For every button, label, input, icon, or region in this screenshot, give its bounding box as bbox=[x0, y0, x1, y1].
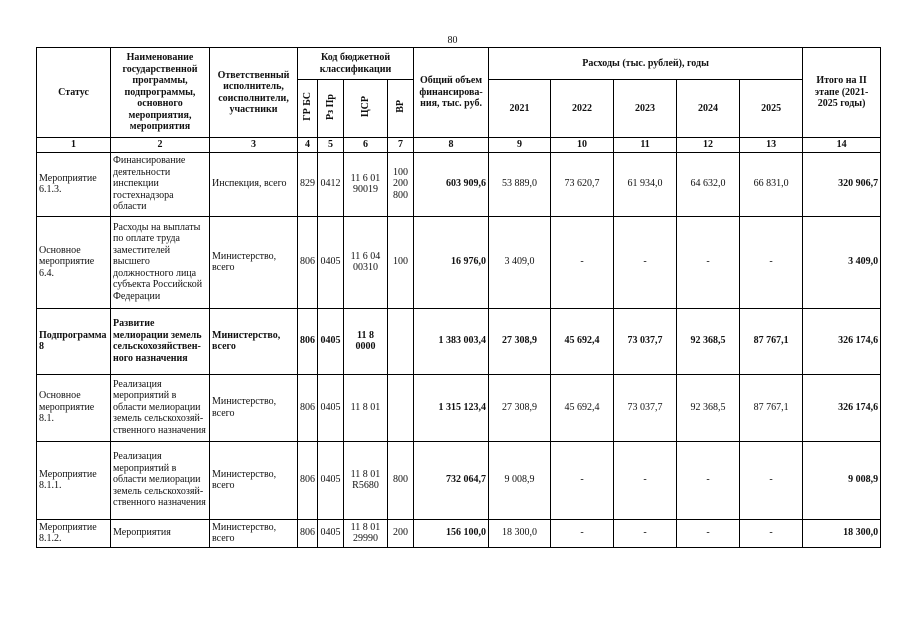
cell-csr: 11 8 0000 bbox=[344, 308, 388, 374]
cell-2023: - bbox=[614, 441, 677, 519]
budget-table bbox=[36, 47, 881, 548]
column-number: 11 bbox=[614, 138, 677, 153]
column-number-row bbox=[37, 138, 881, 153]
header-rzpr: Рз Пр bbox=[318, 80, 344, 138]
cell-2025: 87 767,1 bbox=[740, 308, 803, 374]
cell-name: Расходы на выплаты по оплате труда заместителей высшего должностного лица субъекта Российской Федерации bbox=[111, 216, 210, 308]
header-2021: 2021 bbox=[489, 80, 551, 138]
cell-total: 1 315 123,4 bbox=[414, 374, 489, 441]
header-2025: 2025 bbox=[740, 80, 803, 138]
cell-status: Подпрограмма 8 bbox=[37, 308, 111, 374]
column-number: 14 bbox=[803, 138, 881, 153]
cell-itog: 326 174,6 bbox=[803, 308, 881, 374]
cell-executor: Министерство, всего bbox=[210, 216, 298, 308]
header-2024: 2024 bbox=[677, 80, 740, 138]
cell-2025: 87 767,1 bbox=[740, 374, 803, 441]
cell-2021: 3 409,0 bbox=[489, 216, 551, 308]
cell-grbs: 806 bbox=[298, 519, 318, 547]
cell-2025: 66 831,0 bbox=[740, 152, 803, 216]
cell-name: Финансирование деятельности инспекции гостехнадзора области bbox=[111, 152, 210, 216]
cell-name: Развитие мелиорации земель сельскохозяйствен-ного назначения bbox=[111, 308, 210, 374]
table-row bbox=[37, 216, 881, 308]
table-row bbox=[37, 374, 881, 441]
cell-2023: 73 037,7 bbox=[614, 374, 677, 441]
cell-2024: 92 368,5 bbox=[677, 374, 740, 441]
header-name: Наименование государственной программы, подпрограммы, основного мероприятия, мероприятия bbox=[111, 48, 210, 138]
column-number: 13 bbox=[740, 138, 803, 153]
header-executor: Ответственный исполнитель, соисполнители, участники bbox=[210, 48, 298, 138]
header-grbs: ГР БС bbox=[298, 80, 318, 138]
header-2022: 2022 bbox=[551, 80, 614, 138]
cell-2022: 73 620,7 bbox=[551, 152, 614, 216]
cell-rzpr: 0405 bbox=[318, 374, 344, 441]
cell-grbs: 806 bbox=[298, 216, 318, 308]
cell-vr: 800 bbox=[388, 441, 414, 519]
table-row bbox=[37, 152, 881, 216]
cell-total: 1 383 003,4 bbox=[414, 308, 489, 374]
cell-2025: - bbox=[740, 216, 803, 308]
cell-2021: 9 008,9 bbox=[489, 441, 551, 519]
cell-2024: - bbox=[677, 216, 740, 308]
column-number: 8 bbox=[414, 138, 489, 153]
cell-2021: 53 889,0 bbox=[489, 152, 551, 216]
cell-csr: 11 6 04 00310 bbox=[344, 216, 388, 308]
cell-rzpr: 0405 bbox=[318, 308, 344, 374]
cell-2023: 61 934,0 bbox=[614, 152, 677, 216]
cell-2024: - bbox=[677, 441, 740, 519]
cell-2021: 27 308,9 bbox=[489, 308, 551, 374]
cell-2023: - bbox=[614, 216, 677, 308]
cell-2023: 73 037,7 bbox=[614, 308, 677, 374]
column-number: 1 bbox=[37, 138, 111, 153]
cell-2025: - bbox=[740, 519, 803, 547]
cell-grbs: 829 bbox=[298, 152, 318, 216]
cell-csr: 11 8 01 bbox=[344, 374, 388, 441]
cell-rzpr: 0405 bbox=[318, 441, 344, 519]
page-number: 80 bbox=[447, 35, 458, 46]
column-number: 10 bbox=[551, 138, 614, 153]
cell-total: 603 909,6 bbox=[414, 152, 489, 216]
cell-status: Мероприятие 8.1.2. bbox=[37, 519, 111, 547]
cell-status: Мероприятие 6.1.3. bbox=[37, 152, 111, 216]
column-number: 6 bbox=[344, 138, 388, 153]
column-number: 5 bbox=[318, 138, 344, 153]
cell-2021: 27 308,9 bbox=[489, 374, 551, 441]
cell-2022: 45 692,4 bbox=[551, 308, 614, 374]
cell-rzpr: 0405 bbox=[318, 216, 344, 308]
cell-itog: 3 409,0 bbox=[803, 216, 881, 308]
table-row bbox=[37, 441, 881, 519]
cell-name: Мероприятия bbox=[111, 519, 210, 547]
cell-2023: - bbox=[614, 519, 677, 547]
cell-2024: 64 632,0 bbox=[677, 152, 740, 216]
cell-executor: Инспекция, всего bbox=[210, 152, 298, 216]
cell-grbs: 806 bbox=[298, 441, 318, 519]
header-status: Статус bbox=[37, 48, 111, 138]
cell-csr: 11 8 01 29990 bbox=[344, 519, 388, 547]
cell-rzpr: 0405 bbox=[318, 519, 344, 547]
header-2023: 2023 bbox=[614, 80, 677, 138]
cell-2022: - bbox=[551, 216, 614, 308]
cell-executor: Министерство, всего bbox=[210, 441, 298, 519]
column-number: 12 bbox=[677, 138, 740, 153]
cell-2025: - bbox=[740, 441, 803, 519]
cell-vr bbox=[388, 374, 414, 441]
header-csr: ЦСР bbox=[344, 80, 388, 138]
cell-status: Мероприятие 8.1.1. bbox=[37, 441, 111, 519]
column-number: 3 bbox=[210, 138, 298, 153]
cell-name: Реализация мероприятий в области мелиорации земель сельскохозяй-ственного назначения bbox=[111, 441, 210, 519]
cell-itog: 320 906,7 bbox=[803, 152, 881, 216]
column-number: 4 bbox=[298, 138, 318, 153]
cell-vr: 100 200 800 bbox=[388, 152, 414, 216]
cell-grbs: 806 bbox=[298, 374, 318, 441]
header-expenses: Расходы (тыс. рублей), годы bbox=[489, 48, 803, 80]
cell-itog: 326 174,6 bbox=[803, 374, 881, 441]
cell-executor: Министерство, всего bbox=[210, 519, 298, 547]
cell-vr bbox=[388, 308, 414, 374]
cell-2024: - bbox=[677, 519, 740, 547]
cell-csr: 11 8 01 R5680 bbox=[344, 441, 388, 519]
header-itog: Итого на II этапе (2021-2025 годы) bbox=[803, 48, 881, 138]
cell-csr: 11 6 01 90019 bbox=[344, 152, 388, 216]
table-row bbox=[37, 519, 881, 547]
cell-status: Основное мероприятие 8.1. bbox=[37, 374, 111, 441]
header-total: Общий объем финансирова-ния, тыс. руб. bbox=[414, 48, 489, 138]
cell-2021: 18 300,0 bbox=[489, 519, 551, 547]
column-number: 7 bbox=[388, 138, 414, 153]
cell-vr: 200 bbox=[388, 519, 414, 547]
cell-rzpr: 0412 bbox=[318, 152, 344, 216]
cell-2024: 92 368,5 bbox=[677, 308, 740, 374]
cell-total: 16 976,0 bbox=[414, 216, 489, 308]
cell-2022: - bbox=[551, 441, 614, 519]
column-number: 9 bbox=[489, 138, 551, 153]
cell-total: 732 064,7 bbox=[414, 441, 489, 519]
column-number: 2 bbox=[111, 138, 210, 153]
cell-executor: Министерство, всего bbox=[210, 308, 298, 374]
cell-itog: 18 300,0 bbox=[803, 519, 881, 547]
cell-2022: - bbox=[551, 519, 614, 547]
cell-2022: 45 692,4 bbox=[551, 374, 614, 441]
header-vr: ВР bbox=[388, 80, 414, 138]
cell-status: Основное мероприятие 6.4. bbox=[37, 216, 111, 308]
cell-name: Реализация мероприятий в области мелиорации земель сельскохозяй-ственного назначения bbox=[111, 374, 210, 441]
cell-executor: Министерство, всего bbox=[210, 374, 298, 441]
table-row bbox=[37, 308, 881, 374]
cell-grbs: 806 bbox=[298, 308, 318, 374]
header-budget-code: Код бюджетной классификации bbox=[298, 48, 414, 80]
cell-vr: 100 bbox=[388, 216, 414, 308]
cell-itog: 9 008,9 bbox=[803, 441, 881, 519]
cell-total: 156 100,0 bbox=[414, 519, 489, 547]
